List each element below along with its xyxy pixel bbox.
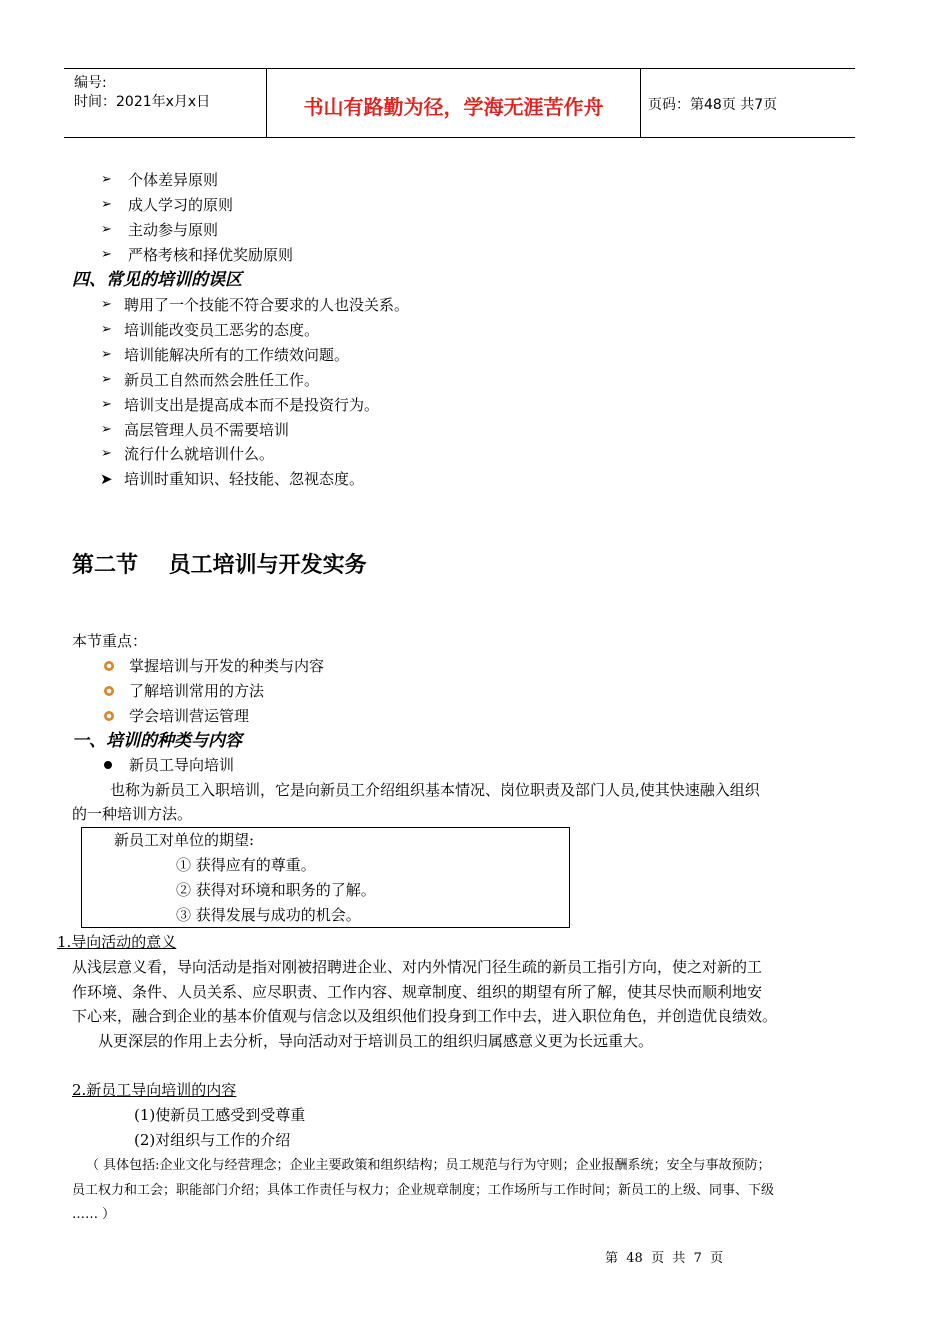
arrow-bullet-icon: ➢	[101, 297, 112, 312]
page-label: 页码：第48页 共7页	[648, 97, 778, 113]
misconception-item: 聘用了一个技能不符合要求的人也没关系。	[124, 296, 410, 314]
misconception-item: 培训支出是提高成本而不是投资行为。	[124, 396, 380, 414]
arrow-bullet-icon: ➢	[101, 446, 112, 461]
content-heading: 2.新员工导向培训的内容	[72, 1081, 237, 1099]
dot-bullet-icon	[104, 761, 112, 769]
arrow-bullet-icon: ➢	[101, 397, 112, 412]
principle-item: 成人学习的原则	[128, 196, 234, 214]
misconception-item: 流行什么就培训什么。	[124, 445, 275, 463]
arrow-bullet-icon: ➤	[100, 470, 113, 488]
principle-item: 严格考核和择优奖励原则	[128, 246, 294, 264]
misconception-item: 培训能改变员工恶劣的态度。	[124, 321, 320, 339]
section-title: 第二节 员工培训与开发实务	[72, 553, 367, 578]
number-label: 编号:	[74, 75, 107, 91]
misconception-item: 培训时重知识、轻技能、忽视态度。	[124, 470, 365, 488]
arrow-bullet-icon: ➢	[101, 247, 112, 262]
expectations-title: 新员工对单位的期望:	[114, 831, 255, 849]
meaning-heading: 1.导向活动的意义	[57, 933, 177, 951]
arrow-bullet-icon: ➢	[101, 322, 112, 337]
expectation-item: ① 获得应有的尊重。	[176, 856, 316, 874]
orientation-desc: 的一种培训方法。	[72, 805, 193, 823]
page-header	[64, 68, 855, 138]
content-item: (2)对组织与工作的介绍	[134, 1131, 291, 1149]
arrow-bullet-icon: ➢	[101, 347, 112, 362]
arrow-bullet-icon: ➢	[101, 372, 112, 387]
expectation-item: ② 获得对环境和职务的了解。	[176, 881, 376, 899]
key-point-item: 学会培训营运管理	[129, 707, 250, 725]
motto: 书山有路勤为径，学海无涯苦作舟	[303, 95, 604, 119]
orientation-desc: 也称为新员工入职培训，它是向新员工介绍组织基本情况、岗位职责及部门人员,使其快速融入组织	[110, 781, 760, 799]
header-page-cell	[640, 69, 855, 137]
types-heading: 一、培训的种类与内容	[72, 731, 242, 751]
header-meta	[64, 69, 266, 137]
arrow-bullet-icon: ➢	[101, 222, 112, 237]
misconception-item: 高层管理人员不需要培训	[124, 421, 290, 439]
expectation-item: ③ 获得发展与成功的机会。	[176, 906, 361, 924]
misconception-item: 培训能解决所有的工作绩效问题。	[124, 346, 350, 364]
page-footer: 第 48 页 共 7 页	[605, 1251, 724, 1266]
arrow-bullet-icon: ➢	[101, 197, 112, 212]
orientation-bullet: 新员工导向培训	[129, 756, 235, 774]
misconceptions-heading: 四、常见的培训的误区	[72, 270, 242, 290]
meaning-paragraph-line: 从浅层意义看，导向活动是指对刚被招聘进企业、对内外情况门径生疏的新员工指引方向，使之对新的工	[72, 958, 763, 976]
time-label: 时间：2021年x月x日	[74, 94, 211, 110]
content-detail-line: （ 具体包括:企业文化与经营理念；企业主要政策和组织结构；员工规范与行为守则；企业报酬系统；安全与事故预防；	[86, 1158, 771, 1173]
principle-item: 主动参与原则	[128, 221, 219, 239]
bullet-icon	[104, 686, 114, 696]
arrow-bullet-icon: ➢	[101, 422, 112, 437]
meaning-paragraph-line: 下心来，融合到企业的基本价值观与信念以及组织他们投身到工作中去，进入职位角色，并创造优良绩效。	[72, 1007, 778, 1025]
meaning-paragraph-line: 作环境、条件、人员关系、应尽职责、工作内容、规章制度、组织的期望有所了解，使其尽快而顺利地安	[72, 983, 763, 1001]
content-detail-line: …… ）	[72, 1207, 116, 1222]
content-detail-line: 员工权力和工会；职能部门介绍；具体工作责任与权力；企业规章制度；工作场所与工作时间；新员工的上级、同事、下级	[72, 1183, 775, 1198]
header-motto-cell	[266, 69, 641, 137]
misconception-item: 新员工自然而然会胜任工作。	[124, 371, 320, 389]
arrow-bullet-icon: ➢	[101, 172, 112, 187]
bullet-icon	[104, 711, 114, 721]
meaning-paragraph-2: 从更深层的作用上去分析，导向活动对于培训员工的组织归属感意义更为长远重大。	[98, 1032, 654, 1050]
key-point-item: 了解培训常用的方法	[129, 682, 265, 700]
principle-item: 个体差异原则	[128, 171, 219, 189]
key-point-item: 掌握培训与开发的种类与内容	[129, 657, 325, 675]
content-item: (1)使新员工感受到受尊重	[134, 1106, 306, 1124]
key-points-label: 本节重点：	[72, 632, 148, 650]
bullet-icon	[104, 661, 114, 671]
